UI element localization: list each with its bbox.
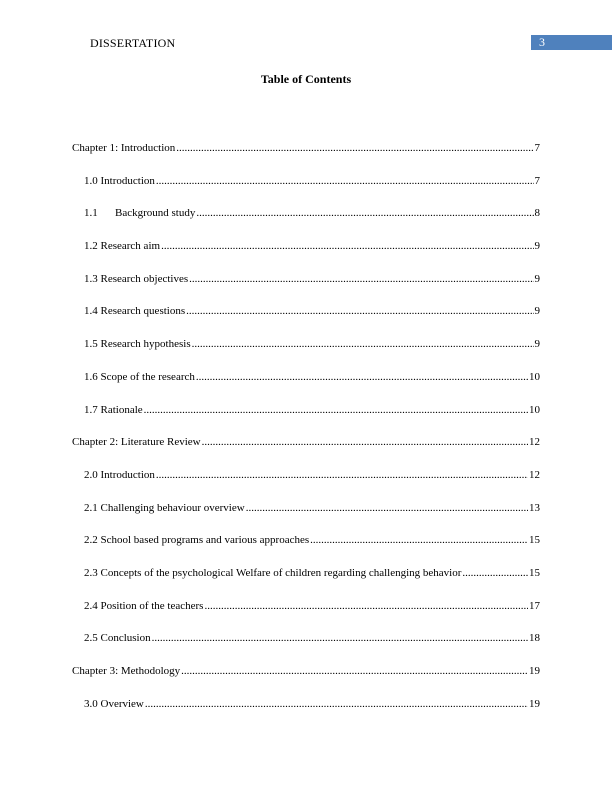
toc-leader-dots	[145, 698, 528, 710]
toc-entry-label: 1.4 Research questions	[84, 305, 186, 318]
toc-entry-page: 9	[534, 305, 540, 318]
toc-entry-page: 15	[529, 534, 540, 547]
toc-entry-text: Background study	[115, 207, 196, 220]
toc-entry-page: 12	[529, 436, 540, 449]
toc-entry-number: 1.1	[84, 207, 98, 220]
toc-leader-dots	[310, 534, 528, 546]
toc-entry-1-6[interactable]	[72, 371, 540, 387]
toc-leader-dots	[246, 502, 528, 514]
toc-entry-2-4[interactable]	[72, 600, 540, 616]
table-of-contents	[72, 142, 540, 730]
toc-entry-label: 1.3 Research objectives	[84, 272, 189, 285]
toc-entry-label: 2.0 Introduction	[84, 468, 155, 481]
toc-entry-2-3[interactable]	[72, 567, 540, 583]
toc-entry-label: Chapter 3: Methodology	[72, 665, 181, 677]
toc-leader-dots	[196, 207, 533, 219]
toc-entry-label: 2.3 Concepts of the psychological Welfare of children regarding challenging behavior	[84, 566, 462, 579]
toc-entry-label: Chapter 2: Literature Review	[72, 436, 201, 449]
toc-entry-label: 1.5 Research hypothesis	[84, 338, 191, 351]
toc-entry-page: 7	[534, 174, 540, 187]
toc-entry-label: 1.2 Research aim	[84, 240, 161, 253]
toc-entry-3-0[interactable]	[72, 698, 540, 714]
toc-leader-dots	[186, 305, 533, 317]
toc-entry-label: 1.6 Scope of the research	[84, 370, 195, 383]
toc-entry-2-1[interactable]	[72, 502, 540, 518]
toc-entry-label: Chapter 1: Introduction	[72, 142, 176, 154]
toc-entry-page: 19	[529, 697, 540, 710]
toc-entry-page: 10	[529, 403, 540, 416]
toc-leader-dots	[176, 142, 533, 154]
toc-leader-dots	[204, 600, 528, 612]
toc-leader-dots	[156, 175, 534, 187]
toc-entry-2-2[interactable]	[72, 534, 540, 550]
toc-entry-1-3[interactable]	[72, 273, 540, 289]
toc-heading: Table of Contents	[260, 72, 352, 86]
toc-entry-label: 2.2 School based programs and various approaches	[84, 534, 310, 547]
toc-entry-1-7[interactable]	[72, 404, 540, 420]
toc-entry-chapter-1[interactable]	[72, 142, 540, 158]
toc-entry-page: 7	[534, 142, 540, 154]
toc-leader-dots	[144, 404, 528, 416]
toc-leader-dots	[196, 371, 528, 383]
toc-leader-dots	[152, 632, 528, 644]
toc-entry-label: 1.7 Rationale	[84, 403, 143, 416]
toc-entry-page: 9	[534, 272, 540, 285]
toc-entry-2-0[interactable]	[72, 469, 540, 485]
toc-entry-page: 9	[534, 240, 540, 253]
toc-entry-chapter-3[interactable]	[72, 665, 540, 681]
toc-leader-dots	[192, 338, 534, 350]
toc-entry-2-5[interactable]	[72, 632, 540, 648]
toc-entry-1-2[interactable]	[72, 240, 540, 256]
toc-leader-dots	[462, 567, 528, 579]
toc-leader-dots	[189, 273, 533, 285]
toc-entry-label: 2.5 Conclusion	[84, 632, 151, 645]
page-number: 3	[539, 35, 545, 49]
toc-entry-label: 1.0 Introduction	[84, 174, 155, 187]
toc-entry-page: 12	[529, 468, 540, 481]
toc-entry-page: 18	[529, 632, 540, 645]
toc-leader-dots	[202, 436, 528, 448]
toc-entry-page: 19	[529, 665, 540, 677]
toc-leader-dots	[161, 240, 533, 252]
toc-entry-chapter-2[interactable]	[72, 436, 540, 452]
toc-entry-label: 2.4 Position of the teachers	[84, 599, 204, 612]
toc-entry-label	[84, 207, 195, 219]
toc-entry-page: 9	[534, 338, 540, 351]
toc-entry-1-1[interactable]	[72, 207, 540, 223]
toc-leader-dots	[181, 665, 528, 677]
toc-entry-page: 10	[529, 370, 540, 383]
toc-entry-label: 3.0 Overview	[84, 697, 144, 710]
toc-entry-page: 8	[534, 207, 540, 220]
toc-entry-1-5[interactable]	[72, 338, 540, 354]
toc-entry-1-0[interactable]	[72, 175, 540, 191]
toc-entry-1-4[interactable]	[72, 305, 540, 321]
toc-leader-dots	[156, 469, 528, 481]
toc-entry-page: 13	[529, 501, 540, 514]
toc-entry-label: 2.1 Challenging behaviour overview	[84, 501, 245, 514]
toc-entry-page: 15	[529, 566, 540, 579]
toc-entry-page: 17	[529, 599, 540, 612]
running-header-title: DISSERTATION	[90, 36, 176, 50]
page-number-badge	[531, 35, 612, 50]
